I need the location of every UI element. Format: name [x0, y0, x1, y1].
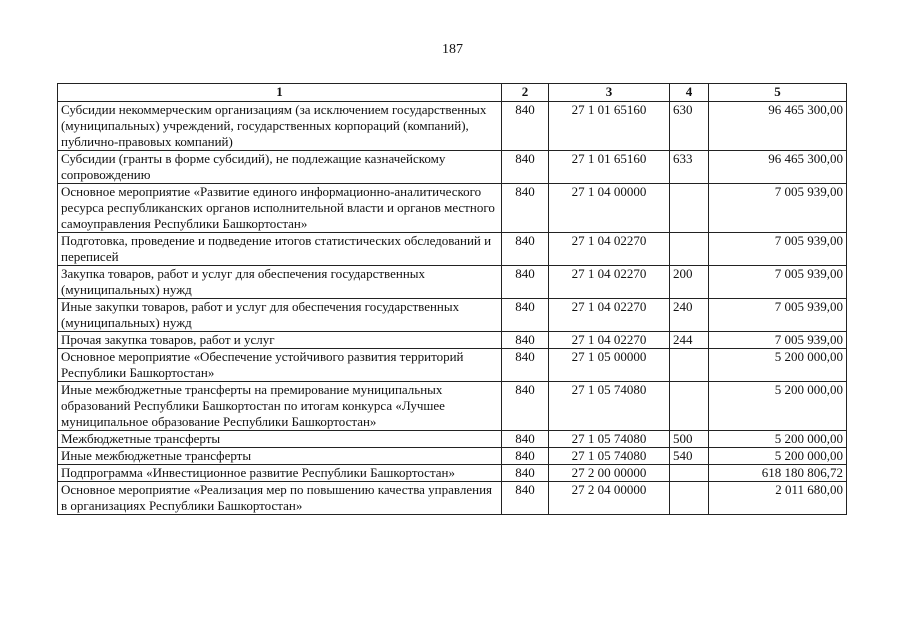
row-name-cell: Основное мероприятие «Реализация мер по повышению качества управления в организациях Республики Башкортостан»	[58, 482, 502, 515]
header-row	[58, 84, 847, 102]
row-target-cell: 27 1 01 65160	[549, 151, 670, 184]
row-target-cell: 27 1 05 74080	[549, 431, 670, 448]
row-name-cell: Основное мероприятие «Развитие единого информационно-аналитического ресурса республиканских органов исполнительной власти и органов местного самоуправления Республики Башкортостан»	[58, 184, 502, 233]
row-name-cell: Субсидии (гранты в форме субсидий), не подлежащие казначейскому сопровождению	[58, 151, 502, 184]
row-amount-cell: 2 011 680,00	[709, 482, 847, 515]
row-type-cell	[670, 233, 709, 266]
row-target-cell: 27 1 04 02270	[549, 233, 670, 266]
header-col-4: 4	[670, 84, 709, 102]
row-amount-cell: 7 005 939,00	[709, 332, 847, 349]
row-code-cell: 840	[502, 266, 549, 299]
row-name-cell: Прочая закупка товаров, работ и услуг	[58, 332, 502, 349]
row-target-cell: 27 1 05 74080	[549, 448, 670, 465]
row-type-cell	[670, 382, 709, 431]
row-type-cell	[670, 349, 709, 382]
row-target-cell: 27 2 00 00000	[549, 465, 670, 482]
row-target-cell: 27 1 04 02270	[549, 299, 670, 332]
row-amount-cell: 5 200 000,00	[709, 448, 847, 465]
row-name-cell: Межбюджетные трансферты	[58, 431, 502, 448]
row-code-cell: 840	[502, 382, 549, 431]
row-amount-cell: 96 465 300,00	[709, 102, 847, 151]
row-name-cell: Основное мероприятие «Обеспечение устойчивого развития территорий Республики Башкортостан»	[58, 349, 502, 382]
row-code-cell: 840	[502, 448, 549, 465]
table-body	[58, 102, 847, 515]
table-row	[58, 431, 847, 448]
row-type-cell: 240	[670, 299, 709, 332]
row-type-cell: 200	[670, 266, 709, 299]
row-target-cell: 27 2 04 00000	[549, 482, 670, 515]
row-type-cell: 500	[670, 431, 709, 448]
row-code-cell: 840	[502, 233, 549, 266]
row-target-cell: 27 1 04 02270	[549, 332, 670, 349]
row-code-cell: 840	[502, 102, 549, 151]
row-name-cell: Подготовка, проведение и подведение итогов статистических обследований и переписей	[58, 233, 502, 266]
row-type-cell: 630	[670, 102, 709, 151]
row-target-cell: 27 1 05 00000	[549, 349, 670, 382]
row-name-cell: Иные закупки товаров, работ и услуг для обеспечения государственных (муниципальных) нужд	[58, 299, 502, 332]
table-row	[58, 299, 847, 332]
budget-table	[57, 83, 847, 515]
row-name-cell: Подпрограмма «Инвестиционное развитие Республики Башкортостан»	[58, 465, 502, 482]
row-amount-cell: 5 200 000,00	[709, 349, 847, 382]
row-type-cell: 540	[670, 448, 709, 465]
row-target-cell: 27 1 04 02270	[549, 266, 670, 299]
row-amount-cell: 5 200 000,00	[709, 431, 847, 448]
row-target-cell: 27 1 04 00000	[549, 184, 670, 233]
row-type-cell: 244	[670, 332, 709, 349]
row-name-cell: Иные межбюджетные трансферты	[58, 448, 502, 465]
header-col-5: 5	[709, 84, 847, 102]
row-code-cell: 840	[502, 482, 549, 515]
table-row	[58, 349, 847, 382]
row-name-cell: Субсидии некоммерческим организациям (за исключением государственных (муниципальных) учреждений, государственных корпораций (компаний), публично-правовых компаний)	[58, 102, 502, 151]
row-code-cell: 840	[502, 299, 549, 332]
table-row	[58, 465, 847, 482]
row-code-cell: 840	[502, 465, 549, 482]
row-code-cell: 840	[502, 184, 549, 233]
row-amount-cell: 7 005 939,00	[709, 299, 847, 332]
row-code-cell: 840	[502, 349, 549, 382]
table-row	[58, 102, 847, 151]
row-target-cell: 27 1 01 65160	[549, 102, 670, 151]
row-amount-cell: 7 005 939,00	[709, 233, 847, 266]
table-row	[58, 482, 847, 515]
row-amount-cell: 7 005 939,00	[709, 266, 847, 299]
table-row	[58, 151, 847, 184]
page-number: 187	[442, 42, 463, 57]
table-row	[58, 448, 847, 465]
row-code-cell: 840	[502, 332, 549, 349]
table-row	[58, 266, 847, 299]
row-code-cell: 840	[502, 431, 549, 448]
row-type-cell	[670, 482, 709, 515]
table-row	[58, 184, 847, 233]
table-row	[58, 332, 847, 349]
row-amount-cell: 96 465 300,00	[709, 151, 847, 184]
row-type-cell: 633	[670, 151, 709, 184]
row-amount-cell: 618 180 806,72	[709, 465, 847, 482]
header-col-2: 2	[502, 84, 549, 102]
header-col-3: 3	[549, 84, 670, 102]
row-name-cell: Иные межбюджетные трансферты на премирование муниципальных образований Республики Башкортостан по итогам конкурса «Лучшее муниципальное образование Республики Башкортостан»	[58, 382, 502, 431]
header-col-1: 1	[58, 84, 502, 102]
table-row	[58, 233, 847, 266]
row-code-cell: 840	[502, 151, 549, 184]
row-amount-cell: 7 005 939,00	[709, 184, 847, 233]
row-type-cell	[670, 184, 709, 233]
row-type-cell	[670, 465, 709, 482]
table-row	[58, 382, 847, 431]
row-target-cell: 27 1 05 74080	[549, 382, 670, 431]
row-amount-cell: 5 200 000,00	[709, 382, 847, 431]
table-header	[58, 84, 847, 102]
row-name-cell: Закупка товаров, работ и услуг для обеспечения государственных (муниципальных) нужд	[58, 266, 502, 299]
